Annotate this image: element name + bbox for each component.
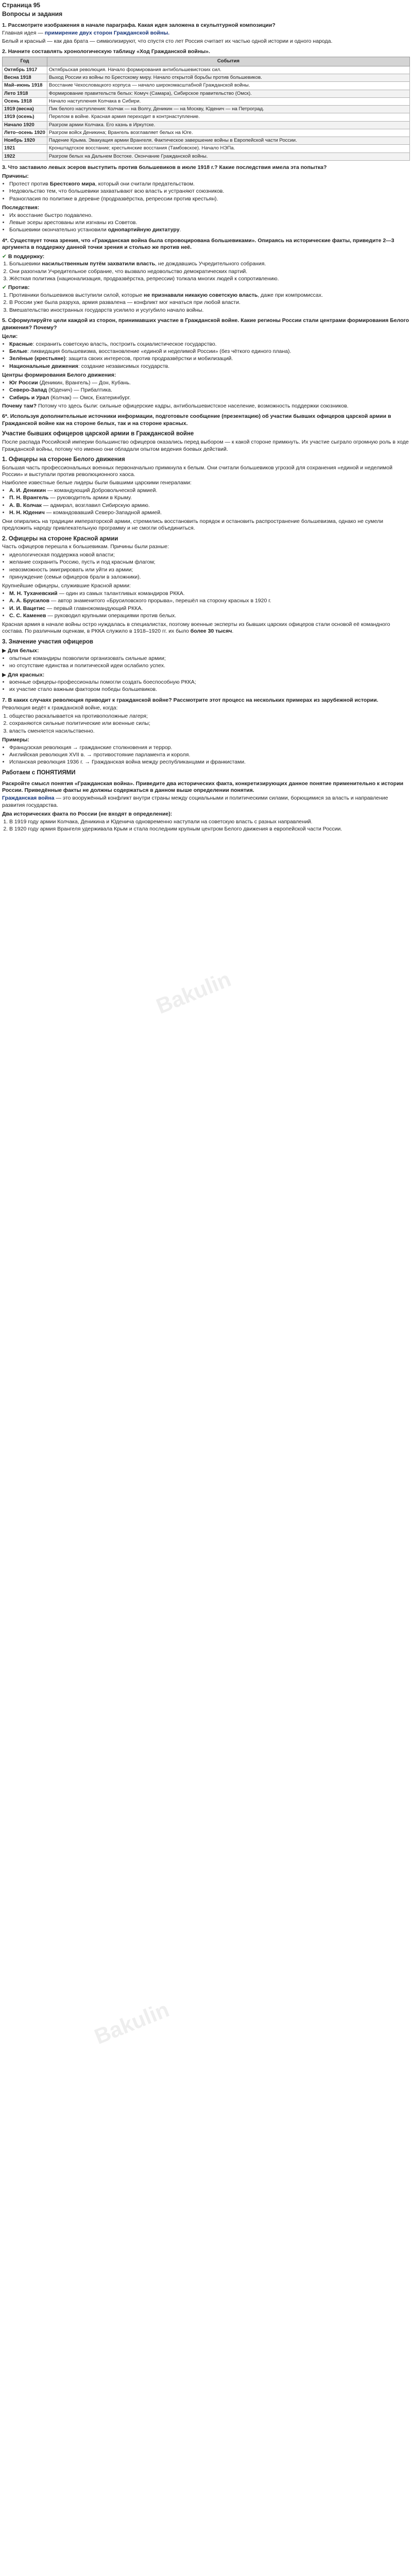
- table-row: [3, 66, 410, 74]
- answer-1-highlight: примирение двух сторон Гражданской войны.: [44, 30, 170, 37]
- list-item: [9, 227, 410, 233]
- goals-label: Цели:: [2, 333, 18, 340]
- list-item-text: — руководитель армии в Крыму.: [48, 495, 132, 501]
- list-item: 2. В 1920 году армия Врангеля удерживала Крым и стала последним крупным центром Белого движения в европейской части России.: [9, 826, 410, 833]
- list-item-lead: Сибирь и Урал: [9, 394, 49, 401]
- list-item: [9, 395, 410, 401]
- facts-label: Два исторических факта по России (не входят в определение):: [2, 811, 173, 818]
- list-item: [9, 598, 410, 604]
- list-item-text: : создание независимых государств.: [78, 363, 170, 369]
- consequences-label: Последствия:: [2, 205, 40, 211]
- list-item-lead: Юг России: [9, 379, 38, 386]
- list-item: [9, 355, 410, 362]
- red-reasons-list: [2, 552, 410, 581]
- red-officers-outro: [2, 621, 410, 635]
- list-item-lead: А. И. Деникин: [9, 487, 46, 494]
- table-cell-year: 1919 (осень): [3, 113, 47, 121]
- regions-label: Центры формирования Белого движения:: [2, 372, 116, 379]
- concepts-task: Раскройте смысл понятия «Гражданская война». Приведите два исторических факта, конкретизирующих данное понятие применительно к истории России. Приведённые факты не должны содержаться в данном выше определении понятия.: [2, 780, 404, 794]
- list-item-lead: Зелёные (крестьяне): [9, 355, 66, 362]
- concepts-heading: Работаем с ПОНЯТИЯМИ: [2, 769, 76, 776]
- table-cell-event: Разгром белых на Дальнем Востоке. Окончание Гражданской войны.: [47, 152, 409, 160]
- table-row: [3, 82, 410, 90]
- list-item: [9, 502, 410, 509]
- list-item: [9, 212, 410, 219]
- table-header-year: Год: [3, 57, 47, 66]
- table-cell-year: Май–июнь 1918: [3, 82, 47, 90]
- regions-why: [2, 403, 410, 410]
- list-item: [9, 299, 410, 306]
- answer-1-detail: Белый и красный — как два брата — символизируют, что спустя сто лет Россия считает их частью одной истории и одного народа.: [2, 38, 333, 44]
- list-item: [9, 219, 410, 226]
- list-item-lead: А. В. Колчак: [9, 502, 42, 509]
- list-item: [9, 196, 410, 202]
- against-label-text: Против:: [8, 284, 30, 291]
- table-row: [3, 74, 410, 82]
- for-white-label: [2, 648, 410, 654]
- triangle-right-icon: ▶: [2, 648, 8, 654]
- list-item-lead: Н. Н. Юденич: [9, 510, 45, 516]
- list-item: [9, 188, 410, 195]
- value-title: 3. Значение участия офицеров: [2, 638, 93, 645]
- facts-list: [2, 819, 410, 833]
- table-cell-event: Кронштадтское восстание; крестьянские восстания (Тамбовское). Начало НЭПа.: [47, 145, 409, 152]
- list-item-pre: Жёсткая политика (национализация, продразвёрстка, репрессии) толкала многих людей к сопротивлению.: [9, 276, 279, 282]
- table-row: [3, 129, 410, 137]
- list-item-bold: не признавали никакую советскую власть: [144, 292, 258, 298]
- white-officers-text: Большая часть профессиональных военных первоначально примкнула к белым. Они считали большевиков угрозой для сохранения «единой и неделимой России» и выступали против революционного хаоса.: [2, 464, 392, 478]
- list-item-pre: Вмешательство иностранных государств усилило и усугубило начало войны.: [9, 307, 204, 313]
- table-cell-event: Выход России из войны по Брестскому миру. Начало открытой борьбы против большевиков.: [47, 74, 409, 82]
- question-3-text: 3. Что заставило левых эсеров выступить против большевиков в июле 1918 г.? Какие последствия имела эта попытка?: [2, 164, 327, 171]
- table-cell-event: Разгром войск Деникина; Врангель возглавляет белых на Юге.: [47, 129, 409, 137]
- table-header-events: События: [47, 57, 409, 66]
- triangle-right-icon: ▶: [2, 671, 8, 678]
- list-item: • принуждение (семьи офицеров брали в заложники).: [9, 574, 410, 581]
- for-red-label: [2, 672, 410, 679]
- white-leaders-label: Наиболее известные белые лидеры были бывшими царскими генералами:: [2, 479, 192, 486]
- chronology-table: [2, 57, 410, 160]
- list-item: • Французская революция → гражданские столкновения и террор.: [9, 744, 410, 751]
- causes-list: [2, 181, 410, 202]
- list-item: • их участие стало важным фактором победы большевиков.: [9, 686, 410, 693]
- question-6: [2, 413, 410, 693]
- list-item-text: (Юденич) — Прибалтика.: [47, 387, 112, 394]
- red-officers-text: Часть офицеров перешла к большевикам. Причины были разные:: [2, 544, 169, 550]
- examples-list: [2, 744, 410, 766]
- red-outro-end: .: [232, 628, 234, 635]
- table-cell-event: Начало наступления Колчака в Сибири.: [47, 97, 409, 105]
- table-cell-event: Перелом в войне. Красная армия переходит в контрнаступление.: [47, 113, 409, 121]
- list-item-post: , который они считали предательством.: [95, 180, 195, 187]
- question-7-text: 7. В каких случаях революция приводит к гражданской войне? Рассмотрите этот процесс на нескольких примерах из зарубежной истории.: [2, 697, 379, 703]
- list-item: [9, 380, 410, 386]
- table-cell-year: Осень 1918: [3, 97, 47, 105]
- list-item: • опытные командиры позволили организовать сильные армии;: [9, 655, 410, 662]
- list-item: [9, 363, 410, 370]
- white-leaders-list: [2, 487, 410, 517]
- support-label: [2, 253, 410, 260]
- against-label: [2, 284, 410, 291]
- watermark: Bakulin: [152, 967, 234, 1019]
- list-item: 1. В 1919 году армии Колчака, Деникина и Юденича одновременно наступали на советскую власть с разных направлений.: [9, 819, 410, 825]
- list-item: [9, 341, 410, 348]
- table-cell-event: Пик белого наступления: Колчак — на Волгу, Деникин — на Москву, Юденич — на Петроград.: [47, 106, 409, 113]
- list-item: [9, 292, 410, 299]
- red-leaders-label: Крупнейшие офицеры, служившие Красной армии:: [2, 582, 131, 589]
- regions-why-label: Почему там?: [2, 403, 37, 410]
- list-item: [9, 276, 410, 282]
- section-title: Вопросы и задания: [2, 10, 63, 18]
- table-cell-year: Октябрь 1917: [3, 66, 47, 74]
- question-6-text: 6*. Используя дополнительные источники информации, подготовьте сообщение (презентацию) об участии бывших офицеров царской армии в Гражданской войне как на стороне белых, так и на стороне красных.: [2, 413, 391, 427]
- red-outro-text: Красная армия в начале войны остро нуждалась в специалистах, поэтому военные эксперты из бывших царских офицеров стали основой её командного состава. По различным оценкам, в РККА служило в 1918–1920 гг. их было: [2, 621, 390, 635]
- list-item-pre: Большевики окончательно установили: [9, 227, 108, 233]
- revolution-intro: Революция ведёт к гражданской войне, когда:: [2, 705, 118, 711]
- table-cell-event: Формирование правительств белых: Комуч (Самара), Сибирское правительство (Омск).: [47, 90, 409, 97]
- list-item-text: — командовавший Северо-Западной армией.: [44, 510, 162, 516]
- list-item-post: .: [179, 227, 181, 233]
- list-item-lead: Красные: [9, 341, 33, 347]
- for-red-label-text: Для красных:: [8, 671, 45, 678]
- list-item-text: — командующий Добровольческой армией.: [46, 487, 158, 494]
- list-item-text: : защита своих интересов, против продразвёрстки и мобилизаций.: [65, 355, 233, 362]
- question-2: [2, 48, 410, 161]
- list-item-lead: П. Н. Врангель: [9, 495, 49, 501]
- question-5: [2, 317, 410, 410]
- table-cell-year: Ноябрь 1920: [3, 137, 47, 145]
- examples-label: Примеры:: [2, 737, 29, 743]
- table-cell-year: 1919 (весна): [3, 106, 47, 113]
- chronology-body: [3, 66, 410, 160]
- table-row: [3, 113, 410, 121]
- list-item-lead: С. С. Каменев: [9, 613, 46, 619]
- list-item-text: — автор знаменитого «Брусиловского прорыва», перешёл на сторону красных в 1920 г.: [49, 598, 271, 604]
- list-item-pre: Недовольство тем, что большевики захватывают всю власть и устраняют союзников.: [9, 188, 225, 195]
- list-item-text: — один из самых талантливых командиров РККА.: [57, 590, 185, 597]
- list-item: [9, 510, 410, 516]
- list-item-text: (Деникин, Врангель) — Дон, Кубань.: [38, 379, 131, 386]
- list-item: [9, 487, 410, 494]
- list-item: [9, 307, 410, 314]
- table-row: [3, 137, 410, 145]
- question-4-text: 4*. Существует точка зрения, что «Гражданская война была спровоцирована большевиками». Опираясь на исторические факты, приведите 2—3 аргумента в поддержку данной точки зрения и столько же против неё.: [2, 237, 394, 251]
- table-row: [3, 152, 410, 160]
- table-cell-year: Начало 1920: [3, 121, 47, 129]
- for-red-list: [2, 679, 410, 693]
- list-item: [9, 348, 410, 355]
- list-item-bold: насильственным путём захватили власть: [42, 261, 156, 267]
- regions-list: [2, 380, 410, 401]
- list-item: • Испанская революция 1936 г. → Гражданская война между республиканцами и франкистами.: [9, 759, 410, 766]
- red-leaders-list: [2, 590, 410, 620]
- answer-1-prefix: Главная идея —: [2, 30, 43, 37]
- table-cell-event: Восстание Чехословацкого корпуса — начало широкомасштабной Гражданской войны.: [47, 82, 409, 90]
- for-white-list: [2, 655, 410, 670]
- conditions-list: [2, 713, 410, 735]
- list-item-bold: однопартийную диктатуру: [108, 227, 180, 233]
- table-cell-year: Лето 1918: [3, 90, 47, 97]
- question-3: [2, 164, 410, 234]
- list-item-lead: Белые: [9, 348, 27, 354]
- goals-list: [2, 341, 410, 370]
- list-item: 2. сохраняются сильные политические или военные силы;: [9, 720, 410, 727]
- list-item-pre: Они разогнали Учредительное собрание, что вызвало недовольство демократических партий.: [9, 268, 248, 275]
- list-item: 1. общество раскалывается на противоположные лагеря;: [9, 713, 410, 720]
- table-cell-year: 1921: [3, 145, 47, 152]
- support-list: [2, 261, 410, 282]
- table-row: [3, 97, 410, 105]
- question-5-text: 5. Сформулируйте цели каждой из сторон, принимавших участие в Гражданской войне. Какие регионы России стали центрами формирования Белого движения? Почему?: [2, 317, 409, 331]
- list-item-post: , не дождавшись Учредительного собрания.: [155, 261, 266, 267]
- checkmark-icon: ✔: [2, 253, 7, 260]
- list-item: [9, 181, 410, 188]
- list-item-post: , даже при компромиссах.: [258, 292, 323, 298]
- list-item: • идеологическая поддержка новой власти;: [9, 552, 410, 558]
- concept-definition: [2, 795, 410, 809]
- checkmark-icon: ✔: [2, 284, 7, 291]
- question-7: [2, 697, 410, 766]
- list-item-text: — руководил крупными операциями против белых.: [46, 613, 177, 619]
- table-row: [3, 90, 410, 97]
- list-item: 3. власть сменяется насильственно.: [9, 728, 410, 735]
- question-2-text: 2. Начните составлять хронологическую таблицу «Ход Гражданской войны».: [2, 48, 210, 55]
- consequences-list: [2, 212, 410, 234]
- question-4: [2, 238, 410, 314]
- list-item: [9, 495, 410, 501]
- white-officers-title: 1. Офицеры на стороне Белого движения: [2, 456, 125, 463]
- list-item: [9, 605, 410, 612]
- table-row: [3, 121, 410, 129]
- list-item-lead: И. И. Вацетис: [9, 605, 45, 612]
- list-item-lead: М. Н. Тухачевский: [9, 590, 58, 597]
- for-white-label-text: Для белых:: [8, 648, 39, 654]
- table-cell-year: 1922: [3, 152, 47, 160]
- concepts-section: [2, 769, 410, 833]
- against-list: [2, 292, 410, 314]
- report-intro: После распада Российской империи большинство офицеров оказались перед выбором — к какой стороне примкнуть. Их участие сыграло огромную роль в ходе Гражданской войны, потому что именно они обладали опытом ведения боевых действий.: [2, 439, 409, 452]
- list-item-text: — адмирал, возглавил Сибирскую армию.: [42, 502, 150, 509]
- support-label-text: В поддержку:: [8, 253, 45, 260]
- red-officers-title: 2. Офицеры на стороне Красной армии: [2, 535, 118, 542]
- list-item-bold: Брестского мира: [49, 180, 95, 187]
- list-item-pre: Разногласия по политике в деревне (продразвёрстка, репрессии против крестьян).: [9, 195, 218, 202]
- list-item: • Английская революция XVII в. → противостояние парламента и короля.: [9, 752, 410, 758]
- watermark: Bakulin: [91, 1997, 173, 2049]
- list-item: [9, 613, 410, 619]
- list-item-text: — первый главнокомандующий РККА.: [45, 605, 143, 612]
- answer-1-main: [2, 30, 410, 37]
- list-item: [9, 261, 410, 267]
- table-header-row: [3, 57, 410, 66]
- list-item-pre: Левые эсеры арестованы или изгнаны из Советов.: [9, 219, 138, 226]
- list-item: • военные офицеры-профессионалы помогли создать боеспособную РККА;: [9, 679, 410, 686]
- concept-definition-text: — это вооружённый конфликт внутри страны между социальными и политическими силами, борющимися за власть и направление развития государства.: [2, 795, 388, 808]
- list-item-text: : ликвидация большевизма, восстановление «единой и неделимой России» (без чёткого единого плана).: [27, 348, 291, 354]
- concept-term: Гражданская война: [2, 795, 55, 802]
- table-row: [3, 145, 410, 152]
- list-item-pre: Большевики: [9, 261, 42, 267]
- list-item-text: : сохранить советскую власть, построить социалистическое государство.: [32, 341, 217, 347]
- list-item: [9, 590, 410, 597]
- question-1: [2, 22, 410, 45]
- causes-label: Причины:: [2, 173, 29, 180]
- list-item-text: (Колчак) — Омск, Екатеринбург.: [49, 394, 131, 401]
- red-outro-bold: более 30 тысяч: [190, 628, 232, 635]
- list-item: • но отсутствие единства и политической идеи ослабило успех.: [9, 663, 410, 669]
- table-cell-year: Лето–осень 1920: [3, 129, 47, 137]
- list-item-pre: Их восстание быстро подавлено.: [9, 212, 93, 218]
- table-cell-event: Падение Крыма. Эвакуация армии Врангеля. Фактическое завершение войны в Европейской части России.: [47, 137, 409, 145]
- report-title: Участие бывших офицеров царской армии в Гражданской войне: [2, 431, 194, 437]
- list-item: • невозможность эмигрировать или уйти из армии;: [9, 567, 410, 573]
- table-row: [3, 106, 410, 113]
- list-item: [9, 268, 410, 275]
- page-label: Страница 95: [2, 2, 41, 9]
- table-cell-year: Весна 1918: [3, 74, 47, 82]
- question-1-text: 1. Рассмотрите изображения в начале параграфа. Какая идея заложена в скульптурной композиции?: [2, 22, 276, 28]
- list-item-lead: Национальные движения: [9, 363, 78, 369]
- list-item: • желание сохранить Россию, пусть и под красным флагом;: [9, 559, 410, 566]
- list-item-lead: А. А. Брусилов: [9, 598, 49, 604]
- list-item-pre: Протест против: [9, 180, 50, 187]
- list-item-lead: Северо-Запад: [9, 387, 47, 394]
- list-item-pre: Противники большевиков выступили силой, которые: [9, 292, 144, 298]
- table-cell-event: Октябрьская революция. Начало формирования антибольшевистских сил.: [47, 66, 409, 74]
- list-item: [9, 387, 410, 394]
- white-officers-outro: Они опирались на традиции императорской армии, стремились восстановить порядок и остановить распространение большевизма, однако не сумели предложить народу привлекательную программу и не смогли объединиться.: [2, 518, 383, 532]
- regions-why-text: Потому что здесь были: сильные офицерские кадры, антибольшевистское население, возможность поддержки союзников.: [37, 403, 349, 410]
- table-cell-event: Разгром армии Колчака. Его казнь в Иркутске.: [47, 121, 409, 129]
- list-item-pre: В России уже была разруха, армия развалена — конфликт мог начаться при любой власти.: [9, 299, 241, 306]
